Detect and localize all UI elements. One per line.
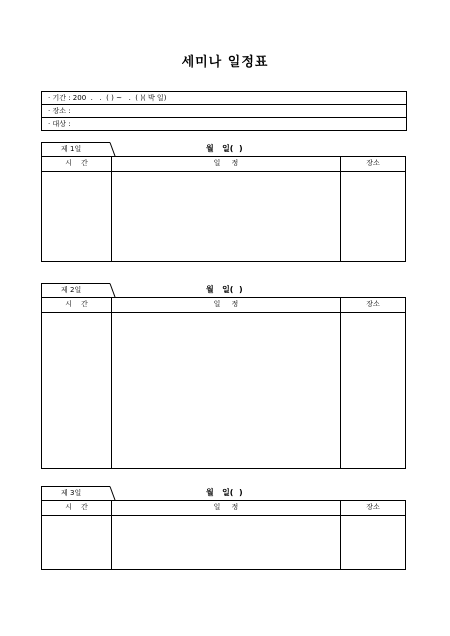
time-header: 시 간 — [42, 298, 112, 312]
day-date: 월 일( ) — [206, 488, 243, 497]
location-header: 장소 — [366, 300, 380, 308]
day-section-2 — [41, 283, 406, 469]
period-line: · 기간 : 200 . . ( ) ~ . ( )( 박 일) — [42, 92, 406, 105]
location-cell[interactable] — [341, 516, 405, 569]
time-cell[interactable] — [42, 172, 112, 261]
time-cell[interactable] — [42, 313, 112, 468]
audience-line: · 대상 : — [48, 120, 71, 128]
location-header: 장소 — [366, 503, 380, 511]
location-cell[interactable] — [341, 172, 405, 261]
tab-slant — [104, 283, 116, 297]
day-label: 제 3일 — [41, 486, 105, 500]
day-label: 제 2일 — [41, 283, 105, 297]
day-date: 월 일( ) — [206, 285, 243, 294]
page-title: 세미나 일정표 — [181, 55, 269, 70]
schedule-table — [41, 156, 406, 262]
schedule-header: 일 정 — [112, 157, 341, 171]
day-section-1 — [41, 142, 406, 262]
schedule-cell[interactable] — [112, 516, 341, 569]
day-section-3 — [41, 486, 406, 570]
tab-slant — [104, 142, 116, 156]
time-header: 시 간 — [42, 501, 112, 515]
time-cell[interactable] — [42, 516, 112, 569]
place-line: · 장소 : — [42, 105, 406, 118]
info-box — [41, 91, 407, 131]
time-header: 시 간 — [42, 157, 112, 171]
day-date: 월 일( ) — [206, 144, 243, 153]
schedule-header: 일 정 — [112, 298, 341, 312]
schedule-table — [41, 500, 406, 570]
location-cell[interactable] — [341, 313, 405, 468]
tab-slant — [104, 486, 116, 500]
schedule-cell[interactable] — [112, 172, 341, 261]
day-label: 제 1일 — [41, 142, 105, 156]
schedule-header: 일 정 — [112, 501, 341, 515]
schedule-cell[interactable] — [112, 313, 341, 468]
schedule-table — [41, 297, 406, 469]
location-header: 장소 — [366, 159, 380, 167]
